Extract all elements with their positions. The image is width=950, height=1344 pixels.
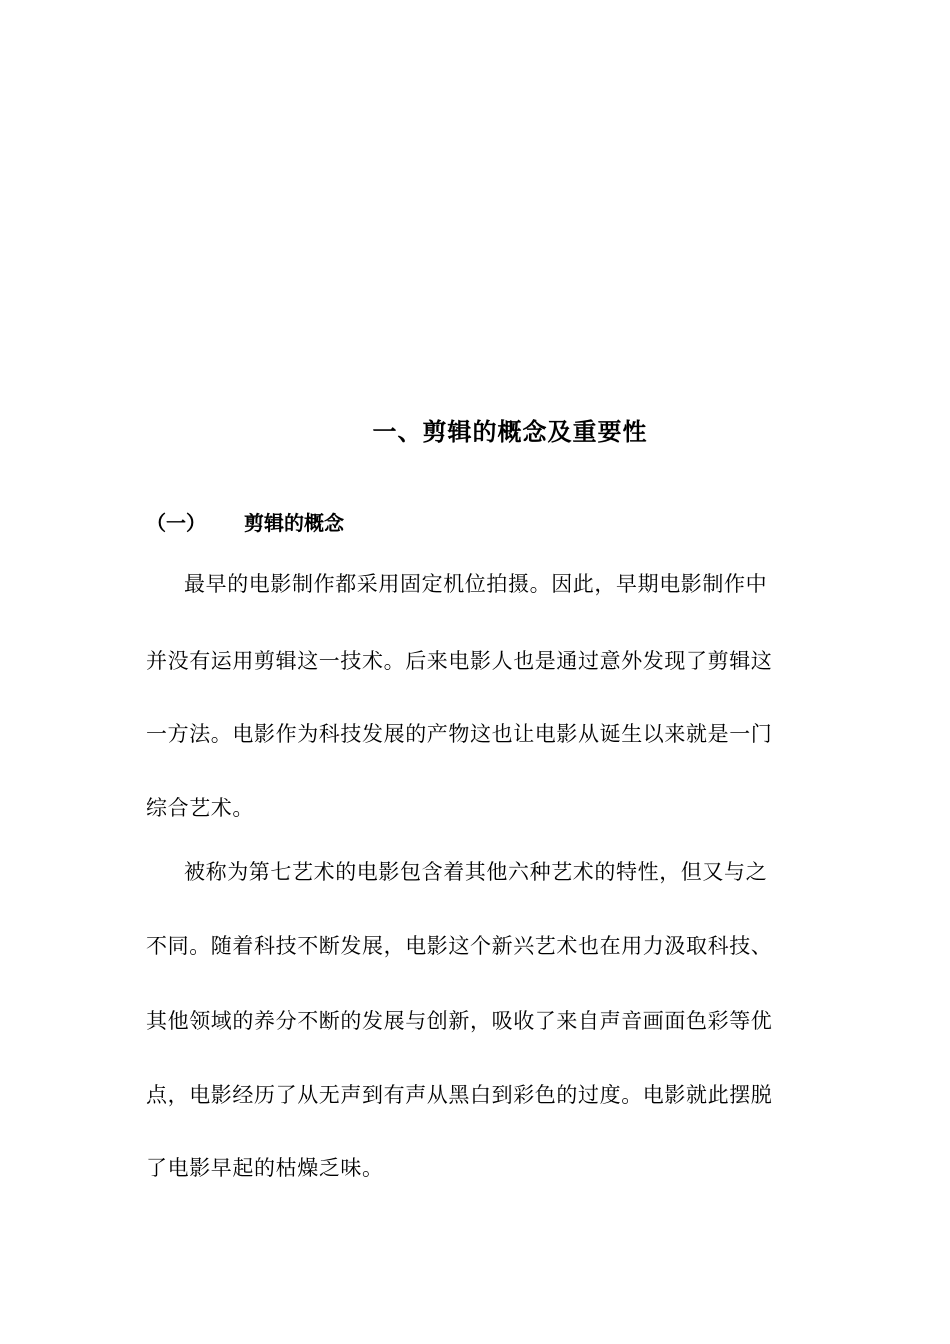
- paragraph-1-line-2: 并没有运用剪辑这一技术。后来电影人也是通过意外发现了剪辑这: [146, 649, 773, 673]
- paragraph-2-line-5: 了电影早起的枯燥乏味。: [146, 1156, 384, 1180]
- section-title: 剪辑的概念: [244, 511, 344, 535]
- section-number: （一）: [146, 511, 206, 535]
- paragraph-1-line-1: 最早的电影制作都采用固定机位拍摄。因此，早期电影制作中: [184, 572, 768, 596]
- paragraph-1-line-4: 综合艺术。: [146, 796, 254, 820]
- chapter-title: 一、剪辑的概念及重要性: [372, 418, 648, 446]
- section-heading: [146, 506, 344, 540]
- paragraph-2-line-3: 其他领域的养分不断的发展与创新，吸收了来自声音画面色彩等优: [146, 1009, 773, 1033]
- paragraph-2-line-2: 不同。随着科技不断发展，电影这个新兴艺术也在用力汲取科技、: [146, 934, 773, 958]
- paragraph-1-line-3: 一方法。电影作为科技发展的产物这也让电影从诞生以来就是一门: [146, 722, 773, 746]
- paragraph-2-line-4: 点，电影经历了从无声到有声从黑白到彩色的过度。电影就此摆脱: [146, 1083, 773, 1107]
- paragraph-2-line-1: 被称为第七艺术的电影包含着其他六种艺术的特性，但又与之: [184, 860, 768, 884]
